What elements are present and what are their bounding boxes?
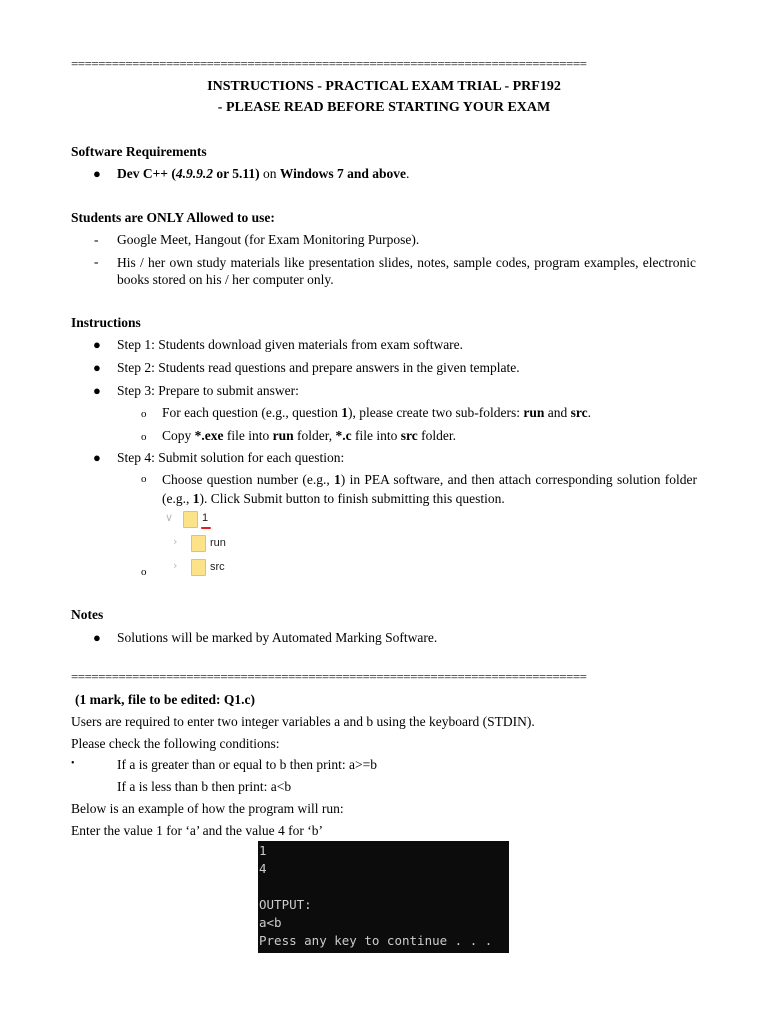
allowed-item-2: His / her own study materials like presentation slides, notes, sample codes, program examples, electronic books stored on his / her computer only. xyxy=(117,255,696,287)
step-4a xyxy=(162,470,697,508)
step-4a-text: ) in PEA software, and then attach corresponding solution folder (e.g., xyxy=(162,472,697,506)
separator-middle: ============================================================================ xyxy=(71,669,587,684)
separator-top: ============================================================================ xyxy=(71,56,587,71)
bullet-icon: ● xyxy=(93,166,101,181)
step-3b-text: file into xyxy=(351,428,401,443)
circle-bullet-icon: o xyxy=(141,408,147,420)
console-output xyxy=(258,841,509,953)
folder-icon xyxy=(183,511,198,528)
step-3a-text: . xyxy=(587,405,592,420)
console-line: 4 xyxy=(259,861,267,876)
bullet-icon: • xyxy=(71,758,75,769)
step-3b-run: run xyxy=(272,428,294,443)
step-4a-num: 1 xyxy=(192,491,200,506)
folder-src-label: src xyxy=(210,561,225,573)
step-3a-text: ), please create two sub-folders: xyxy=(347,405,524,420)
step-3b-exe: *.exe xyxy=(194,428,224,443)
console-line xyxy=(259,878,509,896)
notes-item-1: Solutions will be marked by Automated Marking Software. xyxy=(117,630,438,645)
dash-marker: - xyxy=(94,254,99,269)
notes-heading: Notes xyxy=(71,607,104,622)
step-3b xyxy=(162,428,456,444)
software-os: Windows 7 and above xyxy=(279,166,407,181)
step-3a-num: 1 xyxy=(341,405,348,420)
step-3: Step 3: Prepare to submit answer: xyxy=(117,383,299,398)
step-3a-run: run xyxy=(523,405,545,420)
question-p2: Please check the following conditions: xyxy=(71,736,280,751)
software-version-2: or 5.11) xyxy=(213,166,260,181)
step-3a xyxy=(162,405,591,421)
software-ide: Dev C++ ( xyxy=(117,166,176,181)
step-3b-text: folder. xyxy=(417,428,456,443)
step-3b-text: folder, xyxy=(293,428,336,443)
software-heading: Software Requirements xyxy=(71,144,207,159)
console-line: OUTPUT: xyxy=(259,897,312,912)
step-4: Step 4: Submit solution for each question: xyxy=(117,450,345,465)
step-1: Step 1: Students download given materials from exam software. xyxy=(117,337,464,352)
allowed-item-1: Google Meet, Hangout (for Exam Monitoring Purpose). xyxy=(117,232,420,247)
folder-run-label: run xyxy=(210,537,226,549)
bullet-icon: ● xyxy=(93,450,101,465)
instructions-heading: Instructions xyxy=(71,315,141,330)
software-version-1: 4.9.9.2 xyxy=(175,166,213,181)
bullet-icon: ● xyxy=(93,360,101,375)
folder-icon xyxy=(191,559,206,576)
bullet-icon: ● xyxy=(93,337,101,352)
bullet-icon: ● xyxy=(93,383,101,398)
bullet-icon: ● xyxy=(93,630,101,645)
chevron-right-icon: › xyxy=(173,559,178,572)
condition-1: If a is greater than or equal to b then print: a>=b xyxy=(117,757,378,772)
step-3b-text: Copy xyxy=(162,428,195,443)
folder-root-label: 1 xyxy=(202,512,209,524)
step-3a-src: src xyxy=(570,405,588,420)
console-line: Press any key to continue . . . xyxy=(259,933,493,948)
software-on: on xyxy=(259,166,280,181)
chevron-right-icon: › xyxy=(173,535,178,548)
question-p4: Enter the value 1 for ‘a’ and the value 4 for ‘b’ xyxy=(71,823,324,838)
condition-2: If a is less than b then print: a<b xyxy=(117,779,292,794)
red-underline xyxy=(201,527,211,529)
software-item xyxy=(117,166,409,182)
step-2: Step 2: Students read questions and prepare answers in the given template. xyxy=(117,360,520,375)
step-4a-num: 1 xyxy=(334,472,341,487)
console-line: 1 xyxy=(259,843,267,858)
allowed-heading: Students are ONLY Allowed to use: xyxy=(71,210,275,225)
step-3a-text: and xyxy=(544,405,571,420)
step-4a-text: ). Click Submit button to finish submitting this question. xyxy=(199,491,505,506)
step-3b-text: file into xyxy=(223,428,273,443)
title-line-2: - PLEASE READ BEFORE STARTING YOUR EXAM xyxy=(217,100,551,115)
circle-bullet-icon: o xyxy=(141,473,147,485)
step-3b-src: src xyxy=(400,428,418,443)
step-3a-text: For each question (e.g., question xyxy=(162,405,342,420)
question-p1: Users are required to enter two integer variables a and b using the keyboard (STDIN). xyxy=(71,714,535,729)
software-end: . xyxy=(406,166,410,181)
circle-bullet-icon: o xyxy=(141,431,147,443)
chevron-down-icon: ∨ xyxy=(165,511,174,524)
question-header: (1 mark, file to be edited: Q1.c) xyxy=(75,692,255,707)
step-3b-c: *.c xyxy=(335,428,352,443)
step-4a-text: Choose question number (e.g., xyxy=(162,472,335,487)
console-line: a<b xyxy=(259,915,282,930)
title-line-1: INSTRUCTIONS - PRACTICAL EXAM TRIAL - PRF192 xyxy=(207,79,561,94)
question-p3: Below is an example of how the program will run: xyxy=(71,801,344,816)
folder-icon xyxy=(191,535,206,552)
dash-marker: - xyxy=(94,232,99,247)
circle-bullet-icon: o xyxy=(141,566,147,578)
